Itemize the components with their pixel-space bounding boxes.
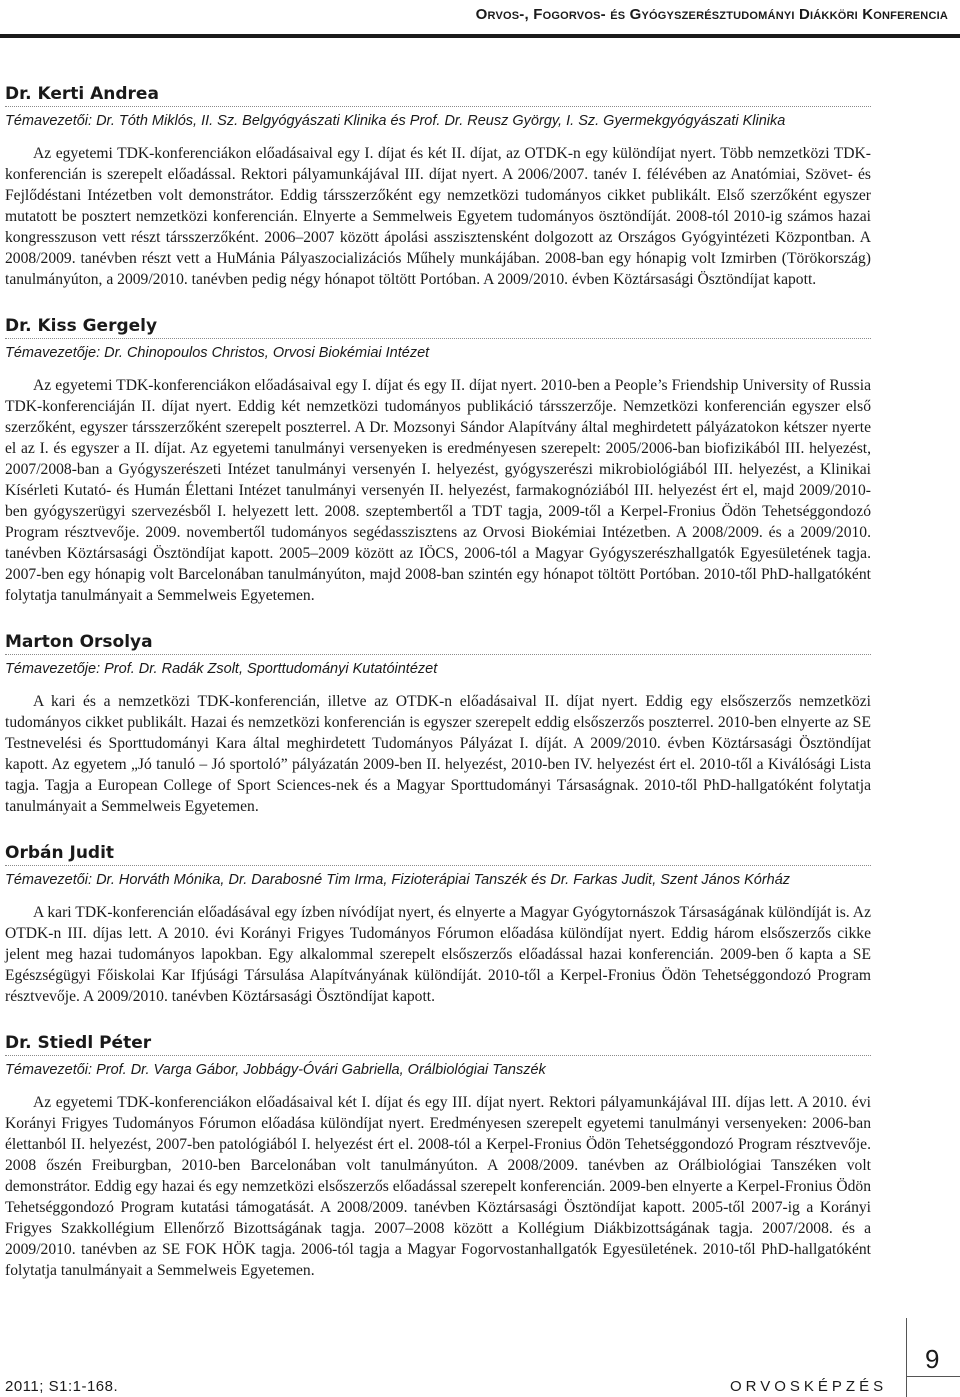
entry-name: Dr. Kiss Gergely: [5, 316, 871, 339]
entry-bio: Az egyetemi TDK-konferenciákon előadásaival egy I. díjat és egy II. díjat nyert. 2010-ben a People’s Friendship University of Russia TDK-konferenciáján II. díjat nyert. Eddig két nemzetközi tudományos publikáció társszerzője. Nemzetközi konferencián egyszer első szerzőként, egyszer társszerzőként szerepelt poszterrel. A Dr. Mozsonyi Sándor Alapítvány által meghirdetett pályázatokon kétszer nyerte el az I. és egyszer a II. díjat. Az egyetemi tanulmányi versenyeken is eredményesen szerepelt: 2005/2006-ban biofizikából III. helyezést, 2007/2008-ban a Gyógyszerészeti Intézet tanulmányi versenyén I. helyezést, gyógyszerészi mikrobiológiából III. helyezést, a Klinikai Kísérleti Kutató- és Humán Élettani Intézet tanulmányi versenyén II. helyezést, farmakognóziából III. helyezést ért el, majd 2009/2010-ben gyógyszerügyi szervezésből I. helyezett lett. 2008. szeptembertől a TDT tagja, 2009-től a Kerpel-Fronius Ödön Tehetséggondozó Program résztvevője. 2009. novembertől tudományos segédasszisztens az Orvosi Biokémiai Intézetben. A 2008/2009. és a 2009/2010. tanévben Köztársasági Ösztöndíjat kapott. 2005–2009 között az IÖCS, 2006-tól a Magyar Gyógyszerészhallgatók Egyesületének tagja. 2007-ben egy hónapig volt Barcelonában tanulmányúton, majd 2008-ban szintén egy hónapot töltött Portóban. 2010-től PhD-hallgatóként folytatja tanulmányait a Semmelweis Egyetemen.: [5, 377, 871, 604]
entry-bio: A kari és a nemzetközi TDK-konferencián, illetve az OTDK-n előadásaival II. díjat nyert. Eddig egy elsőszerzős nemzetközi tudományos cikket publikált. Hazai és nemzetközi konferencián is egyszer szerepelt eddig elsőszerzős poszterrel. 2010-ben elnyerte az SE Testnevelési és Sporttudományi Kara által meghirdetett Tudományos Pályázat I. díját. A 2009/2010. évben Köztársasági Ösztöndíjat kapott. Az egyetem „Jó tanuló – Jó sportoló” pályázatán 2009-ben II. helyezést, 2010-ben IV. helyezést ért el. 2010-től a Kiválósági Lista tagja. Tagja a European College of Sport Sciences-nek és a Magyar Sporttudományi Társaságnak. 2010-től PhD-hallgatóként folytatja tanulmányait a Semmelweis Egyetemen.: [5, 693, 871, 815]
entry: [5, 632, 871, 817]
entry: [5, 843, 871, 1007]
entry-name: Dr. Stiedl Péter: [5, 1033, 871, 1056]
journal-name: ORVOSKÉPZÉS: [730, 1378, 888, 1395]
entry-bio: Az egyetemi TDK-konferenciákon előadásaival két I. díjat és egy III. díjat nyert. Rektori pályamunkájával III. díjas lett. A 2010. évi Korányi Frigyes Tudományos Fórumon előadása különdíjat nyert. Eredményesen szerepelt egyetemi tanulmányi versenyeken: 2006-ban élettanból II. helyezést, 2007-ben patológiából I. helyezést ért el. 2008-tól a Kerpel-Fronius Ödön Tehetséggondozó Program résztvevője. 2008 őszén Freiburgban, 2010-ben Barcelonában volt tanulmányúton. A 2008/2009. tanévben az Orálbiológiai Tanszéken volt demonstrátor. Eddig egy hazai és egy nemzetközi elsőszerzős előadással szerepelt konferencián. 2009-ben elnyerte a Kerpel-Fronius Ödön Tehetséggondozó Program kutatási támogatását. A 2008/2009. tanévben Köztársasági Ösztöndíjat kapott. 2005-től 2007-ig a Korányi Frigyes Szakkollégium Ellenőrző Bizottságának tagja. 2007–2008 között a Kollégium Diákbizottságának tagja. 2007/2008. és a 2009/2010. tanévben az SE FOK HÖK tagja. 2006-tól tagja a Magyar Fogorvostanhallgatók Egyesületének. 2010-től PhD-hallgatóként folytatja tanulmányait a Semmelweis Egyetemen.: [5, 1094, 871, 1279]
entry-supervisor: Témavezetői: Dr. Horváth Mónika, Dr. Darabosné Tim Irma, Fizioterápiai Tanszék és Dr. Farkas Judit, Szent János Kórház: [5, 872, 791, 888]
conference-title: Orvos-, Fogorvos- és Gyógyszerésztudományi Diákköri Konferencia: [475, 6, 948, 23]
entry: [5, 1033, 871, 1281]
entry-name: Marton Orsolya: [5, 632, 871, 655]
entry-name: Dr. Kerti Andrea: [5, 84, 871, 107]
page-header: [0, 0, 960, 38]
footer-vertical-rule: [906, 1318, 907, 1397]
entry-bio: A kari TDK-konferencián előadásával egy ízben nívódíjat nyert, és elnyerte a Magyar Gyógytornászok Társaságának különdíját is. Az OTDK-n III. díjas lett. A 2010. évi Korányi Frigyes Tudományos Fórumon előadása különdíjat nyert. Eddig három elsőszerzős cikke jelent meg hazai tudományos lapokban. Egy alkalommal szerepelt elsőszerzős előadással hazai konferencián. 2009-ben ő kapta a SE Egészségügyi Főiskolai Kar Ifjúsági Társulása Alapítványának különdíját. 2010-től a Kerpel-Fronius Ödön Tehetséggondozó Program résztvevője. A 2009/2010. tanévben Köztársasági Ösztöndíjat kapott.: [5, 904, 871, 1005]
entry-supervisor: Témavezetője: Prof. Dr. Radák Zsolt, Sporttudományi Kutatóintézet: [5, 661, 438, 677]
entry-supervisor: Témavezetői: Prof. Dr. Varga Gábor, Jobbágy-Óvári Gabriella, Orálbiológiai Tanszék: [5, 1062, 546, 1078]
entry: [5, 84, 871, 290]
entry: [5, 316, 871, 606]
header-rule: [0, 34, 960, 38]
entry-supervisor: Témavezetői: Dr. Tóth Miklós, II. Sz. Belgyógyászati Klinika és Prof. Dr. Reusz György, I. Sz. Gyermekgyógyászati Klinika: [5, 113, 786, 129]
journal-citation: 2011; S1:1-168.: [5, 1378, 119, 1395]
page-number: 9: [925, 1344, 940, 1374]
entry-name: Orbán Judit: [5, 843, 871, 866]
entry-supervisor: Témavezetője: Dr. Chinopoulos Christos, Orvosi Biokémiai Intézet: [5, 345, 430, 361]
entry-bio: Az egyetemi TDK-konferenciákon előadásaival egy I. díjat és két II. díjat, az OTDK-n egy különdíjat nyert. Több nemzetközi TDK-konferencián is szerepelt előadással. Rektori pályamunkájával III. díjat nyert. A 2006/2007. tanév I. félévében az Anatómiai, Szövet- és Fejlődéstani Intézetben volt demonstrátor. Eddig társszerzőként egy nemzetközi tudományos cikket publikált. Első szerzőként egyszer mutatott be posztert nemzetközi konferencián. Elnyerte a Semmelweis Egyetem tudományos ösztöndíját. 2008-tól 2010-ig számos hazai kongresszuson vett részt társszerzőként. 2006–2007 között ápolási asszisztensként dolgozott az Országos Gyógyintézeti Központban. A 2008/2009. tanévben részt vett a HuMánia Pályaszocializációs Műhely munkájában. 2008-ban egy hónapig volt Izmirben (Törökország) tanulmányúton, a 2009/2010. tanévben pedig négy hónapot töltött Portóban. A 2009/2010. évben Köztársasági Ösztöndíjat kapott.: [5, 145, 871, 288]
footer-horizontal-rule: [906, 1376, 960, 1377]
entries-list: [5, 84, 871, 1307]
